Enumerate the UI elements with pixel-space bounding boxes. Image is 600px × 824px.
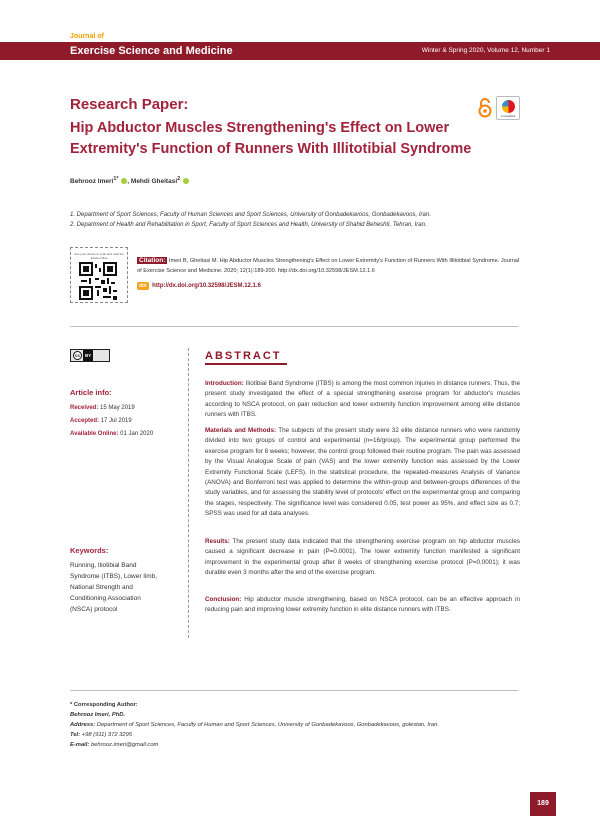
page-number: 189 <box>530 792 556 816</box>
corresponding-author <box>70 700 530 750</box>
affiliation-2: 2. Department of Health and Rehabilitation in Sport, Faculty of Sport Sciences and Health, University of Shahid Beheshti, Tehran, Iran. <box>70 222 427 228</box>
online-date: 01 Jan 2020 <box>120 431 154 437</box>
abstract-results <box>205 537 520 579</box>
citation-label: Citation: <box>139 257 166 264</box>
corr-heading: * Corresponding Author: <box>70 702 138 708</box>
divider <box>70 326 518 327</box>
corr-tel-row <box>70 730 530 740</box>
citation <box>137 256 520 276</box>
authors: Behrooz Imeri$^{1*}$ , Mehdi Gheitasi$^2$ <box>70 176 189 185</box>
abstract-conclusion <box>205 595 520 616</box>
conclusion-text: Hip abductor muscle strengthening, based on NSCA protocol, can be an effective approach in reducing pain and improving lower extremity function in elite distance runners with ITBS. <box>205 596 520 614</box>
orcid-icon[interactable] <box>183 178 189 184</box>
qr-caption: Use your device to scan and read the article online <box>74 252 124 260</box>
article-info <box>70 402 153 441</box>
online-row <box>70 428 153 441</box>
corr-address-row <box>70 720 530 730</box>
qr-code-icon[interactable] <box>79 262 117 300</box>
cc-by-label: BY <box>83 350 93 361</box>
author-name: Behrooz Imeri <box>70 178 114 186</box>
issue-info: Winter & Spring 2020, Volume 12, Number 1 <box>421 47 550 54</box>
author-name: Mehdi Gheitasi <box>130 178 178 186</box>
crossmark-badge[interactable] <box>496 96 520 120</box>
received-label: Received: <box>70 405 99 411</box>
abstract-methods <box>205 426 520 520</box>
citation-text: Imeri B, Gheitasi M. Hip Abductor Muscles Strengthening's Effect on Lower Extremity's Function of Runners With Illitotibial Syndrome. Journal of Exercise Science and Medicine. 2020; 12(1):189-200. http://dx.doi.org/10.32598/JESM.12.1.6 <box>137 258 520 274</box>
keywords-title: Keywords: <box>70 546 109 555</box>
corr-tel: +98 (911) 372 3295 <box>81 732 133 738</box>
author-mark: 1* <box>113 176 119 182</box>
corr-address-label: Address: <box>70 722 96 728</box>
doi-icon: doi <box>139 283 147 289</box>
doi-line <box>137 282 261 290</box>
doi-link[interactable]: http://dx.doi.org/10.32598/JESM.12.1.6 <box>152 283 261 289</box>
accepted-label: Accepted: <box>70 418 100 424</box>
corr-address: Department of Sport Sciences, Faculty of Human and Sport Sciences, University of Gonbadekavoos, Gonbadekavoos, golestan, Iran. <box>96 722 439 728</box>
crossmark-icon <box>502 100 515 113</box>
intro-label: Introduction: <box>205 380 244 387</box>
affiliation-1: 1. Department of Sport Sciences, Faculty of Human Sciences and Sport Sciences, University of Gonbadekavoos, Gonbadekavoos, Iran. <box>70 212 431 218</box>
results-text: The present study data indicated that the strengthening exercise program on hip abductor muscles caused a significant decrease in pain (P=0.0001). The lower extremity function manifested a significant improvement in the experimental group after 8 weeks of strengthening exercise protocol (P=0.0001); it was durable even 3 months after the end of the exercise program. <box>205 538 520 577</box>
cc-license-badge[interactable] <box>70 349 110 362</box>
divider <box>70 690 518 691</box>
paper-type: Research Paper: <box>70 96 189 113</box>
corr-email[interactable]: behrooz.imeri@gmail.com <box>90 742 159 748</box>
methods-label: Materials and Methods: <box>205 427 277 434</box>
orcid-icon[interactable] <box>121 178 127 184</box>
open-access-icon <box>478 98 492 118</box>
article-title: Hip Abductor Muscles Strengthening's Effect on Lower Extremity's Function of Runners With Illitotibial Syndrome <box>70 120 472 157</box>
author-mark: 2 <box>177 176 181 182</box>
journal-prefix: Journal of <box>70 33 104 40</box>
abstract-introduction <box>205 379 520 421</box>
corr-email-row <box>70 740 530 750</box>
crossmark-label: CrossMark <box>500 114 516 118</box>
conclusion-label: Conclusion: <box>205 596 242 603</box>
corr-email-label: E-mail: <box>70 742 90 748</box>
abstract-title: ABSTRACT <box>205 350 282 362</box>
column-divider <box>188 348 189 638</box>
methods-text: The subjects of the present study were 32 elite distance runners who were randomly divided into two groups of control and experimental (n=16/group). The experimental group performed the exercise program for 8 weeks; however, the control group followed their routine program. The pain was assessed by the Visual Analogue Scale of pain (VAS) and the lower extremity function was assessed by the Lower Extremity Functional Scale (LEFS). In the statistical procedure, the repeated-measures Analysis of Variance (ANOVA) and Bonferroni test was applied to determine the within-group and between-groups differences of the study variables, and for assessing the stability level of protocols' effect on the experimental group and comparing the stages, respectively. The significance level was considered 0.05, test power as 95%, and effect size as 0.7; SPSS was used for all data analyses. <box>205 427 520 518</box>
qr-box <box>70 247 128 303</box>
keywords: Running, Iliotibial Band Syndrome (ITBS), Lower limb, National Strength and Conditioning Association (NSCA) protocol <box>70 562 158 613</box>
intro-text: Iliotibial Band Syndrome (ITBS) is among the most common injuries in distance runners. Thus, the present study investigated the effect of a special strengthening exercise program for abductor's muscles according to NSCA protocol, on pain reduction and lower extremity function improvement among elite distance runners with ITBS. <box>205 380 521 419</box>
journal-name: Exercise Science and Medicine <box>70 45 233 57</box>
results-label: Results: <box>205 538 230 545</box>
affiliations <box>70 210 530 230</box>
received-row <box>70 402 153 415</box>
accepted-row <box>70 415 153 428</box>
online-label: Available Online: <box>70 431 119 437</box>
received-date: 15 May 2019 <box>100 405 135 411</box>
accepted-date: 17 Jul 2019 <box>100 418 132 424</box>
corr-tel-label: Tel: <box>70 732 81 738</box>
corr-name: Behrooz Imeri, PhD. <box>70 712 126 718</box>
cc-icon: cc <box>74 353 80 358</box>
article-info-title: Article info: <box>70 388 112 397</box>
abstract-underline <box>205 363 287 365</box>
